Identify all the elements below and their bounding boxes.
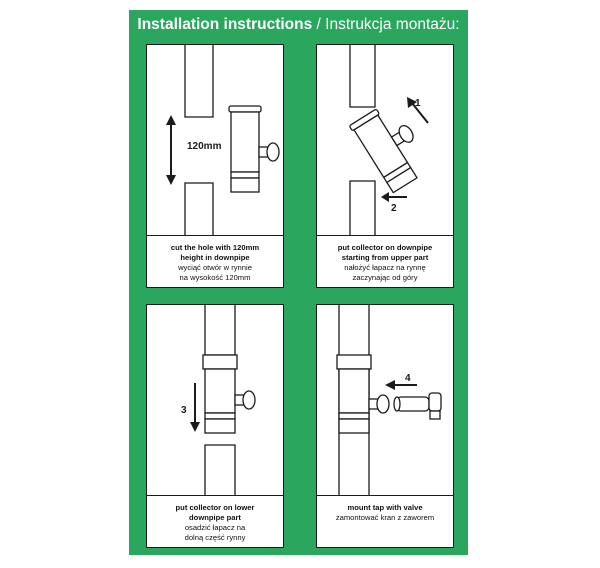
caption-divider (317, 235, 453, 236)
title-polish: Instrukcja montażu: (325, 16, 460, 33)
caption-en-line-1: cut the hole with 120mm (170, 243, 260, 252)
caption-pl-line-1: wyciąć otwór w rynnie (178, 263, 252, 272)
caption-en-line-2: downpipe part (189, 513, 241, 522)
step-caption (317, 243, 453, 283)
caption-en-line-2: starting from upper part (341, 253, 429, 262)
step-caption (147, 243, 283, 283)
step-panel-put-collector-upper (316, 44, 454, 288)
step-number-1: 1 (415, 98, 421, 109)
caption-divider (147, 235, 283, 236)
page-title (129, 16, 468, 34)
instruction-sheet (129, 10, 468, 555)
step-panel-put-collector-lower (146, 304, 284, 548)
caption-pl-line-2: na wysokość 120mm (179, 273, 251, 282)
caption-en-line-1: mount tap with valve (347, 503, 423, 512)
step-panel-mount-tap (316, 304, 454, 548)
caption-en-line-1: put collector on downpipe (337, 243, 433, 252)
caption-divider (317, 495, 453, 496)
caption-pl-line-1: osadzić łapacz na (184, 523, 246, 532)
caption-pl-line-1: zamontować kran z zaworem (335, 513, 435, 522)
caption-divider (147, 495, 283, 496)
title-separator: / (316, 16, 321, 33)
step-number-4: 4 (405, 373, 411, 384)
dimension-label: 120mm (187, 141, 222, 152)
step-number-2: 2 (391, 203, 397, 214)
step-panel-cut-hole (146, 44, 284, 288)
title-english: Installation instructions (137, 16, 313, 33)
caption-pl-line-2: zaczynając od góry (352, 273, 418, 282)
caption-pl-line-1: nałożyć łapacz na rynnę (344, 263, 426, 272)
caption-en-line-2: height in downpipe (180, 253, 250, 262)
caption-pl-line-2: dolną część rynny (184, 533, 246, 542)
step-caption (147, 503, 283, 543)
step-caption (317, 503, 453, 523)
caption-en-line-1: put collector on lower (175, 503, 255, 512)
step-number-3: 3 (181, 405, 187, 416)
